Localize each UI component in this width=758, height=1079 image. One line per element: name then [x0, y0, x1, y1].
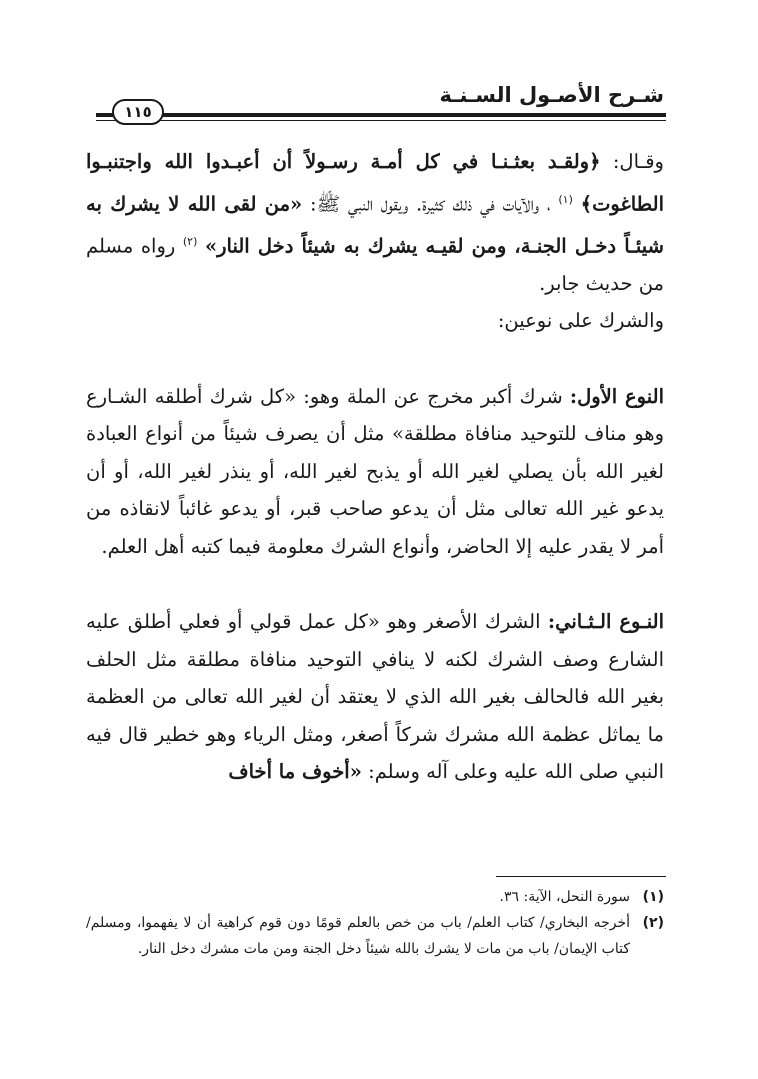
footnote-item	[86, 910, 664, 962]
footnote-item	[86, 884, 664, 910]
paragraph-verse	[86, 143, 664, 302]
header-rule-thick	[96, 113, 666, 117]
footnote-number: (١)	[642, 889, 664, 905]
first-type-text: شرك أكبر مخرج عن الملة وهو: «كل شرك أطلقه الشـارع وهو مناف للتوحيد منافاة مطلقة» مثل أن يصرف شيئاً من أنواع العبادة لغير الله بأن يصلي لغير الله أو يذبح لغير الله، أو ينذر لغير الله، أو أن يدعو غير الله تعالى مثل أن يدعو صاحب قبر، أو يدعو غائباً لانقاذه من أمر لا يقدر عليه إلا الحاضر، وأنواع الشرك معلومة فيما كتبه أهل العلم.	[86, 384, 664, 558]
footnote-ref-1: (١)	[558, 192, 573, 206]
intro-text: وقـال:	[600, 150, 664, 173]
footnote-number: (٢)	[642, 915, 664, 931]
quran-verse: ﴿ولقـد بعثـنـا في كل أمـة رسـولاً أن أعبـدوا الله واجتنبـوا الطاغوت﴾	[86, 150, 664, 215]
hadith-quote: «من لقى الله لا يشرك به شيئـاً دخـل الجنـة، ومن لقيـه يشرك به شيئاً دخل النار»	[86, 192, 664, 257]
header-rule-thin	[96, 120, 666, 121]
main-text	[86, 143, 664, 791]
second-type-heading: النـوع الـثـاني:	[547, 610, 665, 633]
footnote-ref-2: (٢)	[182, 234, 198, 248]
footnotes	[86, 884, 664, 962]
first-type-heading: النوع الأول:	[569, 384, 664, 408]
footnote-text: سورة النحل، الآية: ٣٦.	[499, 889, 630, 905]
hadith-quote-start: «أخوف ما أخاف	[228, 760, 362, 783]
second-type-text: الشرك الأصغر وهو «كل عمل قولي أو فعلي أطلق عليه الشارع وصف الشرك لكنه لا ينافي التوحيد منافاة مطلقة مثل الحلف بغير الله فالحالف بغير الله الذي لا يعتقد أن لغير الله تعالى من العظمة ما يماثل عظمة الله مشرك شركاً أصغر، ومثل الرياء وهو خطير قال فيه النبي صلى الله عليه وعلى آله وسلم:	[86, 610, 664, 783]
paragraph-types: والشرك على نوعين:	[497, 309, 664, 332]
paragraph-second-type	[86, 603, 664, 791]
paragraph-gap	[86, 565, 664, 603]
running-title: شـرح الأصـول السـنـة	[439, 83, 664, 107]
page-number: ١١٥	[112, 99, 164, 125]
paragraph-first-type	[86, 378, 664, 566]
hadith-source: رواه مسلم من حديث جابر.	[86, 234, 664, 295]
verse-continuation: ، والآيات في ذلك كثيرة. ويقول النبي ﷺ:	[302, 192, 559, 215]
footnote-text: أخرجه البخاري/ كتاب العلم/ باب من خص بالعلم قومًا دون قوم كراهية أن لا يفهموا، ومسلم/ كتاب الإيمان/ باب من مات لا يشرك بالله شيئاً دخل الجنة ومن مات مشرك دخل النار.	[86, 915, 630, 957]
footnote-rule	[496, 876, 666, 877]
paragraph-gap	[86, 340, 664, 378]
